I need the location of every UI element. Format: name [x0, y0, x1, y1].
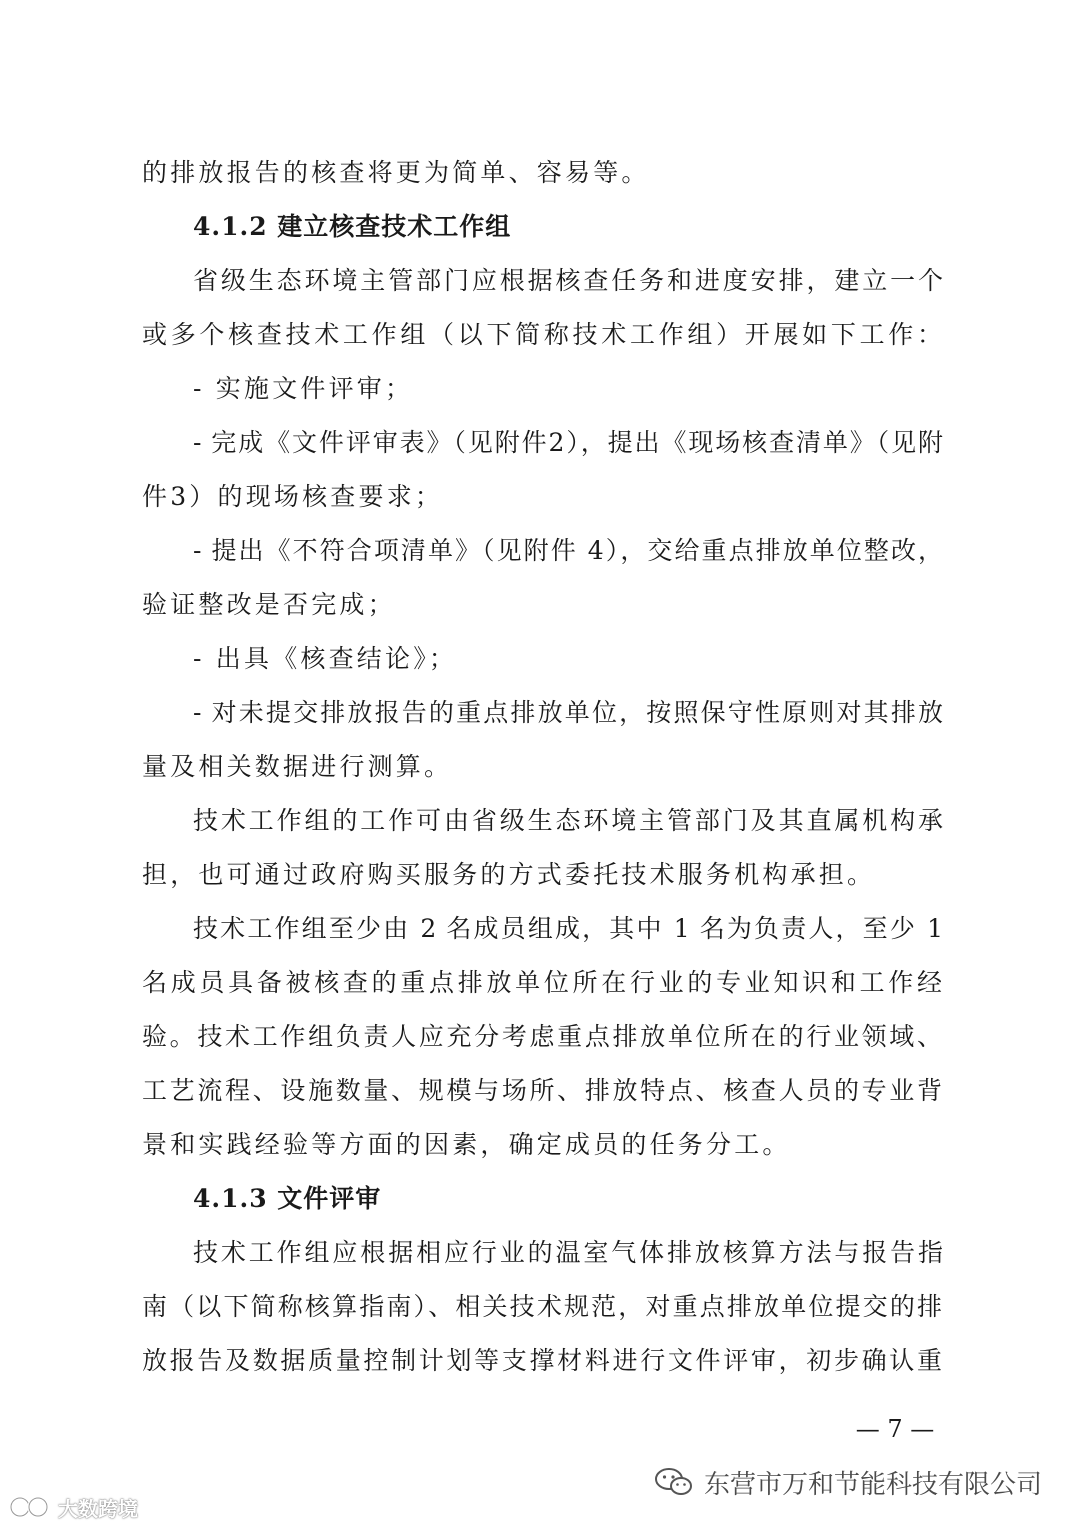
paragraph-line: 件3）的现场核查要求； [142, 482, 444, 511]
watermark-text: 东营市万和节能科技有限公司 [703, 1469, 1042, 1500]
paragraph-line: 名成员具备被核查的重点排放单位所在行业的专业知识和工作经 [142, 968, 942, 997]
paragraph-line: 放报告及数据质量控制计划等支撑材料进行文件评审，初步确认重 [142, 1346, 942, 1375]
list-item: - 完成《文件评审表》（见附件2），提出《现场核查清单》（见附 [193, 428, 943, 457]
corner-watermark-text: 大数跨境 [58, 1496, 138, 1521]
paragraph-line: 技术工作组的工作可由省级生态环境主管部门及其直属机构承 [193, 806, 943, 835]
list-item: - 对未提交排放报告的重点排放单位，按照保守性原则对其排放 [193, 698, 943, 727]
paragraph-line: 南（以下简称核算指南）、相关技术规范，对重点排放单位提交的排 [142, 1292, 942, 1321]
corner-watermark [8, 1492, 138, 1522]
paragraph-line: 技术工作组应根据相应行业的温室气体排放核算方法与报告指 [193, 1238, 943, 1267]
paragraph-line: 工艺流程、设施数量、规模与场所、排放特点、核查人员的专业背 [142, 1076, 942, 1105]
paragraph-line: 的排放报告的核查将更为简单、容易等。 [142, 158, 650, 187]
list-item: - 出具《核查结论》； [193, 644, 458, 673]
section-heading: 4.1.3 文件评审 [193, 1184, 382, 1213]
logo-icon [8, 1495, 52, 1519]
paragraph-line: 技术工作组至少由 2 名成员组成，其中 1 名为负责人，至少 1 [193, 914, 943, 943]
section-heading: 4.1.2 建立核查技术工作组 [193, 212, 512, 241]
list-item: - 提出《不符合项清单》（见附件 4），交给重点排放单位整改， [193, 536, 943, 565]
wechat-watermark [654, 1464, 1042, 1500]
paragraph-line: 省级生态环境主管部门应根据核查任务和进度安排，建立一个 [193, 266, 943, 295]
paragraph-line: 或多个核查技术工作组（以下简称技术工作组）开展如下工作： [142, 320, 942, 349]
paragraph-line: 担，也可通过政府购买服务的方式委托技术服务机构承担。 [142, 860, 876, 889]
paragraph-line: 验证整改是否完成； [142, 590, 396, 619]
list-item: - 实施文件评审； [193, 374, 414, 403]
paragraph-line: 景和实践经验等方面的因素，确定成员的任务分工。 [142, 1130, 791, 1159]
paragraph-line: 验。技术工作组负责人应充分考虑重点排放单位所在的行业领域、 [142, 1022, 942, 1051]
page-number: — 7 — [855, 1415, 935, 1443]
wechat-icon [654, 1467, 694, 1497]
paragraph-line: 量及相关数据进行测算。 [142, 752, 453, 781]
